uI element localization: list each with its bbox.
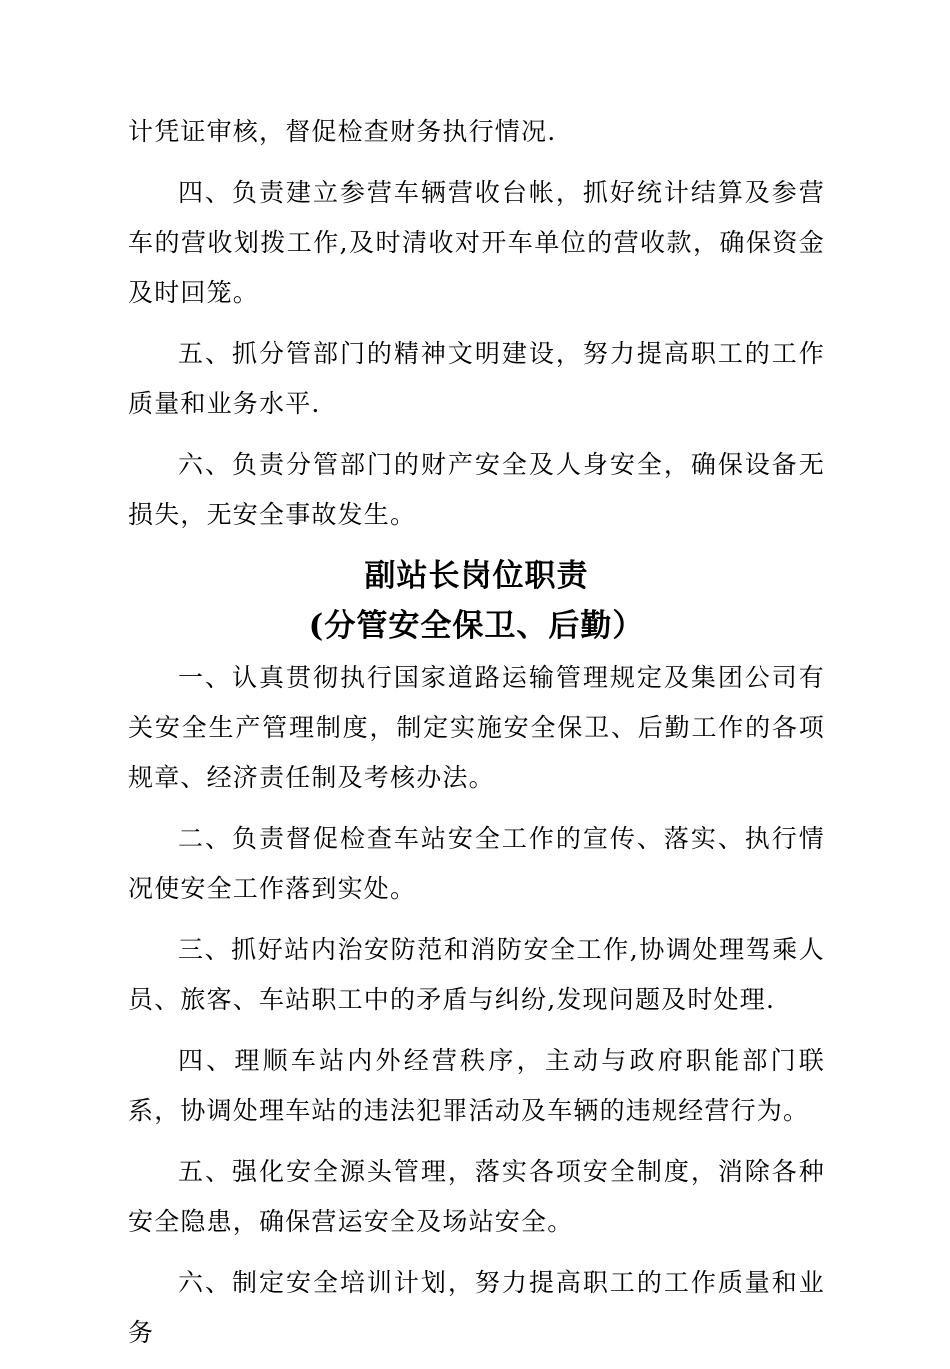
document-page: [128, 107, 825, 1369]
paragraph-duty-5: 五、抓分管部门的精神文明建设，努力提高职工的工作质量和业务水平.: [128, 339, 825, 418]
section-title: 副站长岗位职责: [364, 558, 589, 594]
paragraph-continuation: 计凭证审核，督促检查财务执行情况.: [128, 117, 557, 146]
section-paragraph-4: 四、理顺车站内外经营秩序，主动与政府职能部门联系，协调处理车站的违法犯罪活动及车辆的违规经营行为。: [128, 1046, 825, 1125]
paragraph-duty-4: 四、负责建立参营车辆营收台帐，抓好统计结算及参营车的营收划拨工作,及时清收对开车单位的营收款，确保资金及时回笼。: [128, 178, 825, 307]
section-paragraph-6: 六、制定安全培训计划，努力提高职工的工作质量和业务: [128, 1268, 825, 1347]
section-paragraph-2: 二、负责督促检查车站安全工作的宣传、落实、执行情况使安全工作落到实处。: [128, 824, 825, 903]
section-subtitle: (分管安全保卫、后勤）: [308, 608, 645, 644]
paragraph-duty-6: 六、负责分管部门的财产安全及人身安全，确保设备无损失，无安全事故发生。: [128, 450, 825, 529]
section-paragraph-3: 三、抓好站内治安防范和消防安全工作,协调处理驾乘人员、旅客、车站职工中的矛盾与纠纷,发现问题及时处理.: [128, 935, 825, 1014]
section-paragraph-1: 一、认真贯彻执行国家道路运输管理规定及集团公司有关安全生产管理制度，制定实施安全保卫、后勤工作的各项规章、经济责任制及考核办法。: [128, 663, 825, 792]
section-paragraph-5: 五、强化安全源头管理，落实各项安全制度，消除各种安全隐患，确保营运安全及场站安全。: [128, 1157, 825, 1236]
